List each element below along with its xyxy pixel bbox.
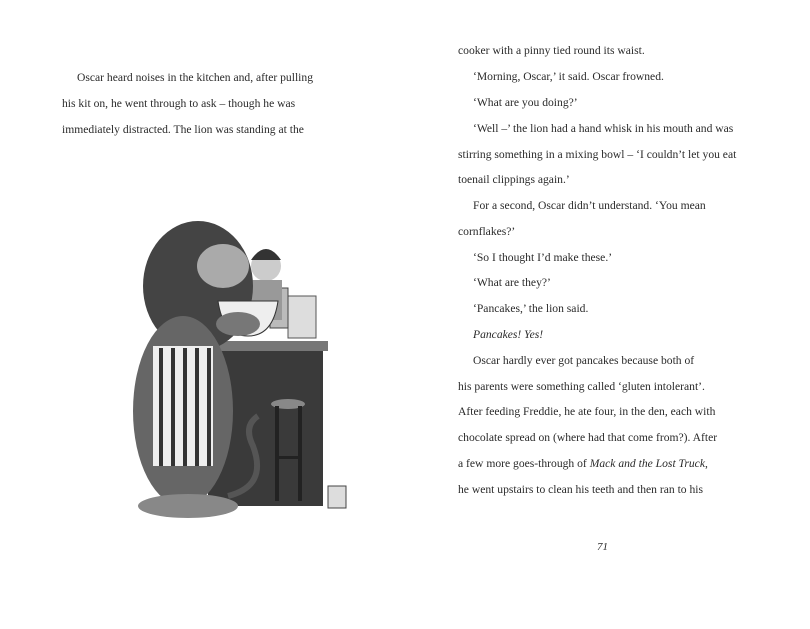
text-line: ‘What are you doing?’ [473,96,578,109]
text-line: stirring something in a mixing bowl – ‘I couldn’t let you eat [458,148,737,161]
page-number: 71 [597,541,608,553]
text-line: ‘Pancakes,’ the lion said. [473,302,589,315]
text-line: immediately distracted. The lion was standing at the [62,123,304,136]
text-line: ‘Morning, Oscar,’ it said. Oscar frowned. [473,70,664,83]
text-line: cornflakes?’ [458,225,516,238]
text-line: Pancakes! Yes! [473,328,544,341]
text-line: toenail clippings again.’ [458,173,570,186]
text-line: Oscar hardly ever got pancakes because both of [473,354,695,367]
lion-illustration [128,196,368,536]
text-line: his kit on, he went through to ask – though he was [62,97,296,110]
text-line: After feeding Freddie, he ate four, in the den, each with [458,405,716,418]
book-title: Mack and the Lost Truck [589,457,705,470]
text-segment: a few more goes-through of [458,457,590,470]
text-line: ‘What are they?’ [473,276,551,289]
text-line [458,457,708,471]
text-line: ‘Well –’ the lion had a hand whisk in his mouth and was [473,122,734,135]
text-line: his parents were something called ‘gluten intolerant’. [458,380,705,393]
text-line: he went upstairs to clean his teeth and then ran to his [458,483,704,496]
text-line: ‘So I thought I’d make these.’ [473,251,613,264]
text-line: For a second, Oscar didn’t understand. ‘You mean [473,199,706,212]
text-segment: , [704,457,708,470]
text-line: cooker with a pinny tied round its waist. [458,44,645,57]
text-line: chocolate spread on (where had that come from?). After [458,431,718,444]
text-line: Oscar heard noises in the kitchen and, after pulling [77,71,313,84]
